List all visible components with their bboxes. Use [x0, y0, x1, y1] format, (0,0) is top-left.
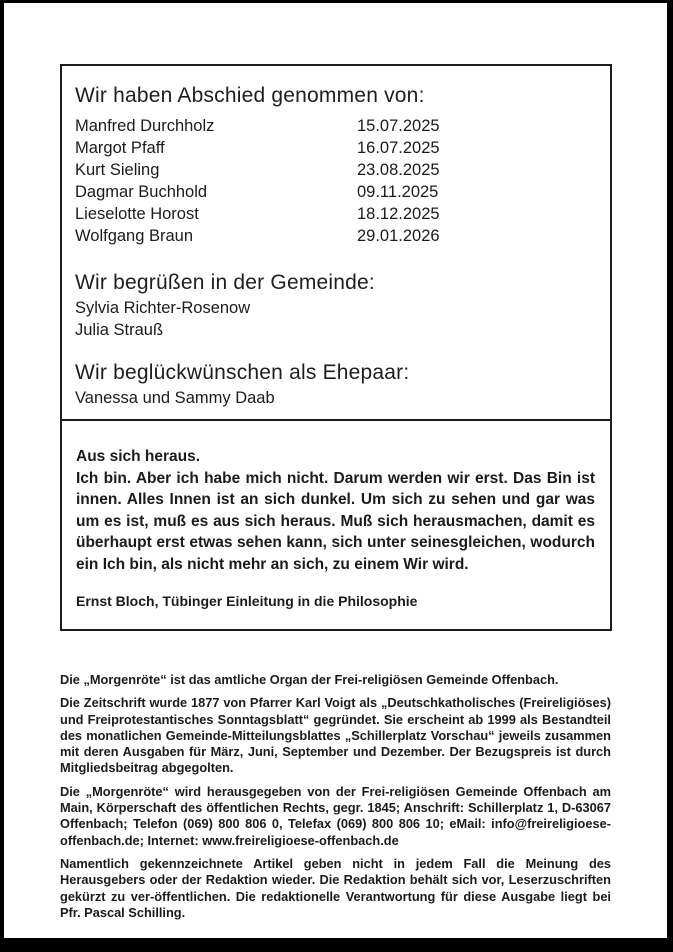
farewell-list — [75, 115, 597, 247]
farewell-date: 29.01.2026 — [357, 227, 440, 245]
farewell-name: Wolfgang Braun — [75, 227, 194, 245]
farewell-date: 23.08.2025 — [357, 161, 440, 179]
imprint-paragraph: Die „Morgenröte“ ist das amtliche Organ der Frei-religiösen Gemeinde Offenbach. — [60, 672, 559, 687]
quote-body-text: Ich bin. Aber ich habe mich nicht. Darum werden wir erst. Das Bin ist innen. Alles Innen ist an sich dunkel. Um sich zu sehen und gar was um es ist, muß es aus sich heraus. Muß sich herausmachen, damit es überhaupt erst etwas sehen kann, sich unter seinesgleichen, wodurch ein Ich bin, als nicht mehr an sich, zu einem Wir wird. — [76, 469, 595, 573]
farewell-row — [75, 203, 597, 225]
scan-edge-left — [0, 0, 4, 952]
farewell-name: Kurt Sieling — [75, 161, 160, 179]
farewell-title: Wir haben Abschied genommen von: — [75, 84, 425, 107]
quote-opening-line: Aus sich heraus. — [76, 448, 201, 465]
scan-edge-top — [0, 0, 673, 3]
imprint-paragraph: Die Zeitschrift wurde 1877 von Pfarrer Karl Voigt als „Deutschkatholisches (Freireligiöses) und Freiprotestantisches Sonntagsblatt“ gegründet. Sie erscheint ab 1999 als Bestandteil des monatlichen Gemeinde-Mitteilungsblattes „Schillerplatz Vorschau“ jeweils zusammen mit deren Ausgaben für März, Juni, September und Dezember. Der Bezugspreis ist durch Mitgliedsbeitrag abgegolten. — [60, 695, 611, 776]
framed-boxes — [60, 64, 612, 631]
farewell-row — [75, 225, 597, 247]
farewell-date: 16.07.2025 — [357, 139, 440, 157]
farewell-date: 18.12.2025 — [357, 205, 440, 223]
community-news-section — [62, 66, 610, 421]
farewell-row — [75, 159, 597, 181]
quote-attribution: Ernst Bloch, Tübinger Einleitung in die Philosophie — [76, 593, 418, 609]
scan-edge-right — [667, 0, 673, 952]
imprint-paragraph: Namentlich gekennzeichnete Artikel geben nicht in jedem Fall die Meinung des Herausgebers oder der Redaktion wieder. Die Redaktion behält sich vor, Leserzuschriften gekürzt zu ver-öffentlichen. Die redaktionelle Verantwortung für diese Ausgabe liegt bei Pfr. Pascal Schilling. — [60, 855, 611, 920]
farewell-row — [75, 115, 597, 137]
welcome-title: Wir begrüßen in der Gemeinde: — [75, 271, 375, 294]
farewell-row — [75, 137, 597, 159]
scan-edge-bottom — [0, 938, 673, 952]
farewell-date: 09.11.2025 — [357, 183, 439, 201]
farewell-date: 15.07.2025 — [357, 117, 440, 135]
farewell-name: Margot Pfaff — [75, 139, 165, 157]
farewell-name: Dagmar Buchhold — [75, 183, 208, 201]
farewell-name: Lieselotte Horost — [75, 205, 199, 223]
imprint-block — [60, 672, 611, 928]
congratulations-title: Wir beglückwünschen als Ehepaar: — [75, 361, 410, 384]
farewell-row — [75, 181, 597, 203]
welcome-name: Sylvia Richter-Rosenow — [75, 299, 251, 317]
quote-section — [62, 421, 610, 629]
farewell-name: Manfred Durchholz — [75, 117, 215, 135]
welcome-name: Julia Strauß — [75, 321, 164, 339]
congratulations-name: Vanessa und Sammy Daab — [75, 389, 275, 407]
imprint-paragraph: Die „Morgenröte“ wird herausgegeben von der Frei-religiösen Gemeinde Offenbach am Main, Körperschaft des öffentlichen Rechts, gegr. 1845; Anschrift: Schillerplatz 1, D-63067 Offenbach; Telefon (069) 800 806 0, Telefax (069) 800 806 10; eMail: info@freireligioese-offenbach.de; Internet: www.freireligioese-offenbach.de — [60, 783, 611, 848]
